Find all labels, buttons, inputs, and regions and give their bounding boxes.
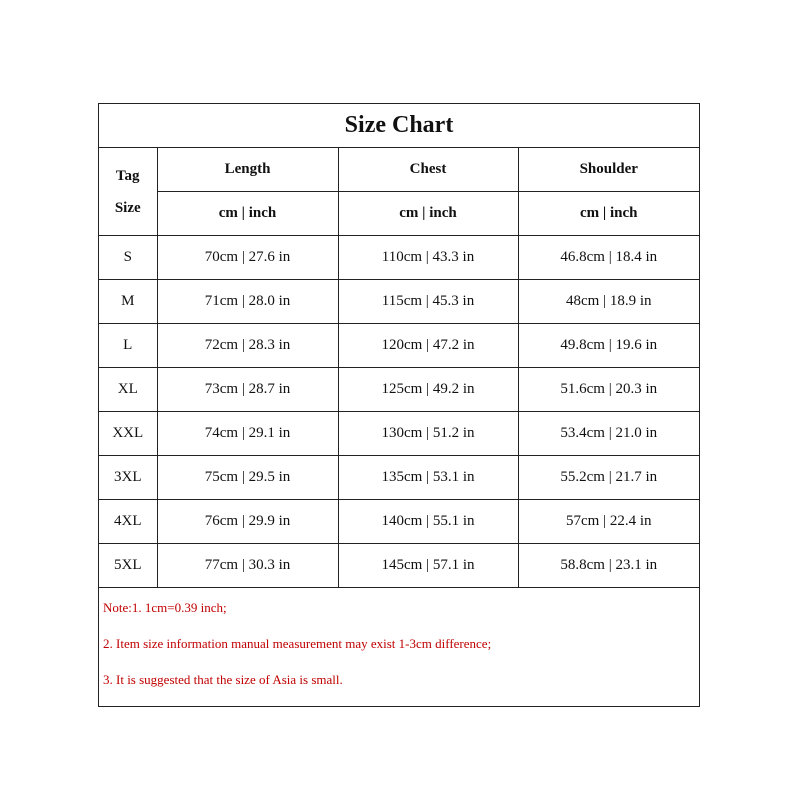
- chest-cell: 140cm | 55.1 in: [338, 500, 518, 544]
- size-cell: XXL: [99, 412, 157, 456]
- chest-cell: 135cm | 53.1 in: [338, 456, 518, 500]
- chest-unit: cm | inch: [338, 192, 518, 236]
- size-cell: S: [99, 236, 157, 280]
- length-cell: 73cm | 28.7 in: [157, 368, 338, 412]
- shoulder-cell: 46.8cm | 18.4 in: [518, 236, 699, 280]
- table-row: [99, 280, 699, 324]
- size-label: Size: [114, 199, 141, 216]
- size-cell: 3XL: [99, 456, 157, 500]
- chart-title: Size Chart: [99, 104, 699, 148]
- shoulder-unit: cm | inch: [518, 192, 699, 236]
- note-3: 3. It is suggested that the size of Asia is small.: [103, 672, 343, 687]
- table-row: [99, 324, 699, 368]
- table-row: [99, 412, 699, 456]
- shoulder-cell: 48cm | 18.9 in: [518, 280, 699, 324]
- shoulder-cell: 55.2cm | 21.7 in: [518, 456, 699, 500]
- table-row: [99, 368, 699, 412]
- table-row: [99, 456, 699, 500]
- chest-cell: 120cm | 47.2 in: [338, 324, 518, 368]
- chest-cell: 115cm | 45.3 in: [338, 280, 518, 324]
- length-cell: 77cm | 30.3 in: [157, 544, 338, 588]
- length-cell: 71cm | 28.0 in: [157, 280, 338, 324]
- size-chart: [98, 103, 700, 707]
- header-row: [99, 148, 699, 192]
- note-1: Note:1. 1cm=0.39 inch;: [103, 600, 227, 615]
- table-row: [99, 544, 699, 588]
- chest-cell: 130cm | 51.2 in: [338, 412, 518, 456]
- length-unit: cm | inch: [157, 192, 338, 236]
- size-cell: 4XL: [99, 500, 157, 544]
- size-table: [99, 148, 699, 588]
- length-header: Length: [157, 148, 338, 192]
- units-row: [99, 192, 699, 236]
- length-cell: 72cm | 28.3 in: [157, 324, 338, 368]
- shoulder-header: Shoulder: [518, 148, 699, 192]
- length-cell: 76cm | 29.9 in: [157, 500, 338, 544]
- size-cell: XL: [99, 368, 157, 412]
- tag-size-header: [99, 148, 157, 236]
- shoulder-cell: 58.8cm | 23.1 in: [518, 544, 699, 588]
- table-row: [99, 500, 699, 544]
- shoulder-cell: 57cm | 22.4 in: [518, 500, 699, 544]
- shoulder-cell: 49.8cm | 19.6 in: [518, 324, 699, 368]
- length-cell: 75cm | 29.5 in: [157, 456, 338, 500]
- size-cell: 5XL: [99, 544, 157, 588]
- length-cell: 74cm | 29.1 in: [157, 412, 338, 456]
- shoulder-cell: 51.6cm | 20.3 in: [518, 368, 699, 412]
- size-cell: M: [99, 280, 157, 324]
- shoulder-cell: 53.4cm | 21.0 in: [518, 412, 699, 456]
- note-2: 2. Item size information manual measurement may exist 1-3cm difference;: [103, 636, 492, 651]
- chest-cell: 145cm | 57.1 in: [338, 544, 518, 588]
- chest-header: Chest: [338, 148, 518, 192]
- chest-cell: 110cm | 43.3 in: [338, 236, 518, 280]
- size-rows: [99, 236, 699, 588]
- table-row: [99, 236, 699, 280]
- length-cell: 70cm | 27.6 in: [157, 236, 338, 280]
- tag-label: Tag: [115, 167, 140, 184]
- chest-cell: 125cm | 49.2 in: [338, 368, 518, 412]
- size-cell: L: [99, 324, 157, 368]
